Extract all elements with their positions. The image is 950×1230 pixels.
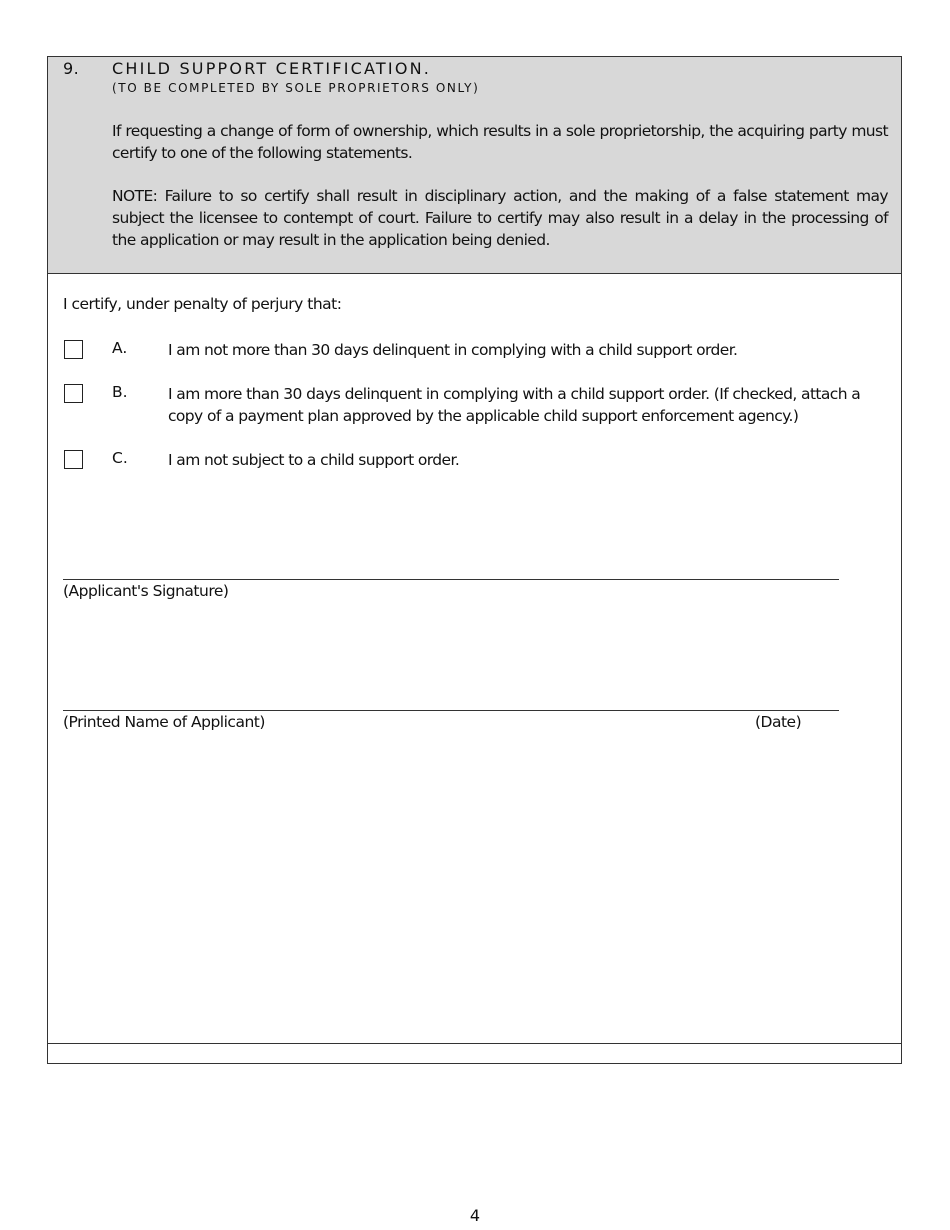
page-number: 4	[469, 1206, 481, 1225]
printed-name-line[interactable]	[63, 710, 839, 711]
printed-name-label: (Printed Name of Applicant)	[63, 713, 265, 731]
date-label: (Date)	[755, 713, 802, 731]
note-paragraph: NOTE: Failure to so certify shall result in disciplinary action, and the making of a false statement may subject the licensee to contempt of court. Failure to certify may also result in a delay in the processing of the application or may result in the application being denied.	[112, 187, 888, 249]
applicant-signature-line[interactable]	[63, 579, 839, 580]
option-a-checkbox[interactable]	[64, 340, 83, 359]
option-c-letter: C.	[112, 449, 128, 467]
option-b-checkbox[interactable]	[64, 384, 83, 403]
option-b-letter: B.	[112, 383, 128, 401]
section-number: 9.	[63, 59, 80, 78]
option-a-text: I am not more than 30 days delinquent in complying with a child support order.	[168, 341, 738, 359]
section-title: CHILD SUPPORT CERTIFICATION.	[112, 59, 432, 78]
section-header	[48, 57, 901, 274]
option-c-text: I am not subject to a child support order.	[168, 451, 460, 469]
section-subtitle: (TO BE COMPLETED BY SOLE PROPRIETORS ONLY)	[112, 81, 480, 95]
intro-paragraph: If requesting a change of form of ownership, which results in a sole proprietorship, the acquiring party must certify to one of the following statements.	[112, 122, 888, 162]
option-c-checkbox[interactable]	[64, 450, 83, 469]
footer-divider	[48, 1043, 901, 1044]
applicant-signature-label: (Applicant's Signature)	[63, 582, 229, 600]
option-a-letter: A.	[112, 339, 128, 357]
certify-statement: I certify, under penalty of perjury that:	[63, 295, 342, 313]
option-b-text: I am more than 30 days delinquent in complying with a child support order. (If checked, attach a copy of a payment plan approved by the applicable child support enforcement agency.)	[168, 385, 861, 425]
child-support-certification-form	[47, 56, 902, 1064]
